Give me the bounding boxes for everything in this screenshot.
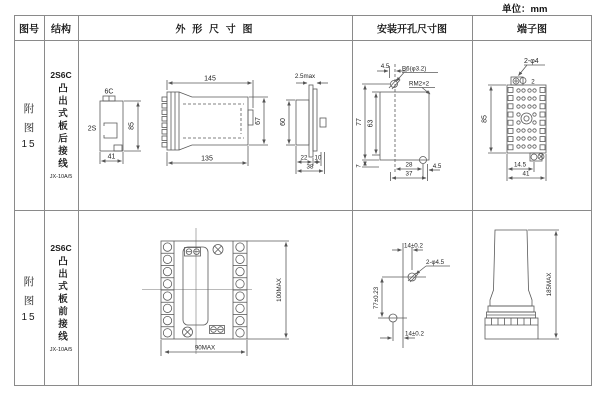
dim-10: 10 bbox=[314, 154, 322, 162]
figure-number: 15 bbox=[21, 138, 37, 150]
dim-panel-thickness: 2.5max bbox=[294, 73, 316, 80]
dim-hole-spacing: 77±0.23 bbox=[373, 286, 380, 310]
dim-side-top: 6C bbox=[104, 88, 114, 96]
screw-pair-bottom-right bbox=[210, 326, 225, 334]
terminal-holes-label: 2-φ4 bbox=[524, 58, 539, 65]
row1-outline-drawing bbox=[80, 42, 352, 208]
dim-height-outer: 77 bbox=[356, 118, 363, 126]
dim-front-height: 100MAX bbox=[276, 278, 283, 302]
terminal-nuts bbox=[163, 243, 244, 337]
row2-figure-cell bbox=[14, 210, 44, 386]
terminal-strip-ticks bbox=[492, 318, 531, 325]
mounting-screw-top-right bbox=[213, 245, 223, 255]
figure-number: 15 bbox=[21, 311, 37, 323]
body-side-view bbox=[162, 76, 268, 167]
dim-width-outer: 37 bbox=[405, 170, 413, 178]
header-figure: 图号 bbox=[19, 24, 39, 36]
dim-side-width: 41 bbox=[107, 153, 116, 161]
row1-terminal-drawing bbox=[472, 42, 592, 208]
dim-terminal-width-inner: 14.5 bbox=[513, 161, 527, 169]
holes-spec-label: 2-φ4.5 bbox=[426, 259, 445, 266]
dim-total-depth: 145 bbox=[204, 75, 216, 83]
dim-body-depth: 135 bbox=[201, 155, 213, 163]
terminal-corner-number: 2 bbox=[531, 78, 535, 86]
header-terminal: 端子图 bbox=[517, 24, 547, 36]
dim-offset-top: 14±0.2 bbox=[404, 242, 423, 250]
dim-22: 22 bbox=[300, 154, 308, 162]
row2-terminal-drawing bbox=[472, 212, 592, 384]
dim-assembled-height: 185MAX bbox=[546, 272, 553, 297]
hole-spec-label: B6(φ3.2) bbox=[402, 65, 427, 73]
header-mounting: 安装开孔尺寸图 bbox=[377, 24, 447, 36]
dim-offset-right: 4.5 bbox=[432, 163, 442, 170]
terminal-contacts bbox=[517, 89, 536, 148]
structure-model: JX-10A/5 bbox=[49, 347, 73, 354]
row1-structure-cell bbox=[44, 40, 78, 210]
figure-char: 附 bbox=[23, 102, 35, 115]
row2-mounting-drawing bbox=[352, 212, 472, 384]
dim-front-width: 90MAX bbox=[194, 344, 216, 352]
dim-rear-width: 38 bbox=[306, 163, 314, 171]
mounting-screw-bottom-left bbox=[183, 327, 193, 337]
dim-width-inner: 28 bbox=[405, 161, 413, 169]
screw-pair-top-left bbox=[185, 248, 201, 257]
side-profile-view bbox=[88, 89, 141, 165]
dim-offset-bottom: 14±0.2 bbox=[405, 330, 424, 338]
thread-spec-label: RM2×2 bbox=[409, 80, 430, 88]
row1-figure-cell bbox=[14, 40, 44, 210]
terminal-combs bbox=[508, 87, 545, 149]
figure-char: 附 bbox=[23, 275, 35, 288]
dim-side-height: 85 bbox=[128, 122, 136, 130]
dim-rear-height: 60 bbox=[280, 118, 287, 126]
row2-outline-drawing bbox=[80, 212, 352, 384]
header-structure: 结构 bbox=[51, 24, 71, 36]
structure-code: 2S6C bbox=[50, 242, 72, 253]
header-outline: 外 形 尺 寸 图 bbox=[175, 24, 255, 36]
structure-desc: 凸出式板前接线 bbox=[56, 255, 67, 344]
dim-height-inner: 63 bbox=[367, 119, 375, 128]
row2-structure-cell bbox=[44, 210, 78, 386]
dim-terminal-width-outer: 41 bbox=[522, 170, 530, 178]
row1-mounting-drawing bbox=[352, 42, 472, 208]
unit-label: 单位：mm bbox=[502, 4, 548, 15]
structure-model: JX-10A/5 bbox=[49, 174, 73, 181]
dim-terminal-height: 85 bbox=[481, 115, 489, 123]
dim-offset-bottom: 7 bbox=[355, 164, 363, 168]
structure-desc: 凸出式板后接线 bbox=[56, 82, 67, 171]
dim-side-left: 2S bbox=[87, 125, 97, 133]
figure-char: 图 bbox=[23, 121, 35, 134]
dim-body-height: 67 bbox=[255, 117, 262, 125]
structure-code: 2S6C bbox=[50, 69, 72, 80]
figure-char: 图 bbox=[23, 294, 35, 307]
dim-offset-top: 4.5 bbox=[380, 63, 390, 70]
panel-rear-view bbox=[280, 73, 328, 174]
